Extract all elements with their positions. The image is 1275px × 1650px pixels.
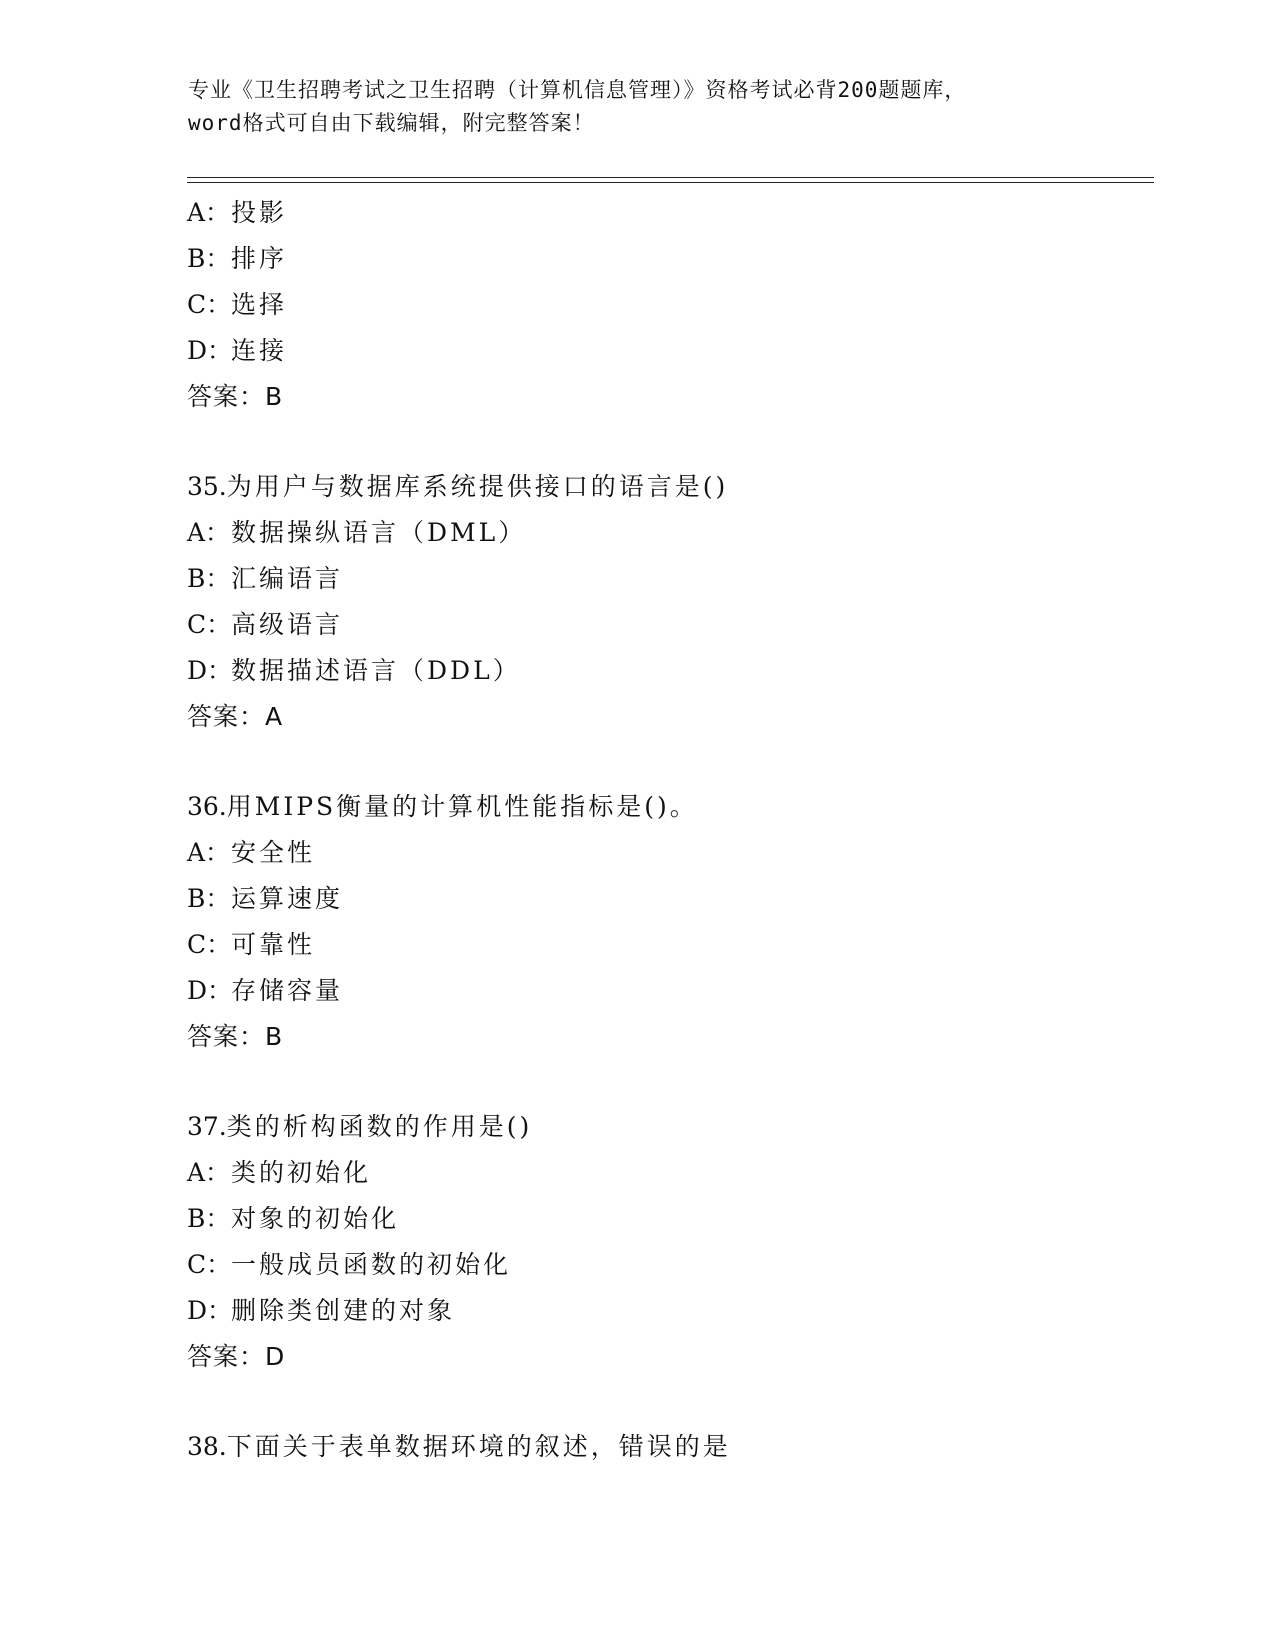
option-a [187, 190, 1147, 236]
header-divider-top [187, 177, 1154, 178]
header-divider-bottom [187, 182, 1154, 183]
question-stem [187, 1424, 1147, 1470]
option-text: 数据操纵语言（DML） [231, 518, 527, 547]
question-text: 为用户与数据库系统提供接口的语言是() [226, 472, 729, 501]
spacer [187, 740, 1147, 784]
option-label: C： [187, 610, 232, 639]
option-label: B： [187, 1204, 231, 1233]
question-number: 38. [187, 1432, 227, 1461]
option-label: C： [187, 930, 232, 959]
option-text: 运算速度 [231, 884, 344, 913]
option-d [187, 648, 1147, 694]
option-label: A： [187, 838, 231, 867]
question-stem [187, 784, 1147, 830]
option-text: 安全性 [231, 838, 316, 867]
option-d [187, 968, 1147, 1014]
option-text: 投影 [231, 198, 288, 227]
option-label: C： [187, 290, 232, 319]
option-c [187, 1242, 1147, 1288]
question-content [187, 190, 1147, 1470]
question-36 [187, 784, 1147, 1060]
header-line-2: word格式可自由下载编辑，附完整答案！ [188, 111, 595, 135]
option-b [187, 1196, 1147, 1242]
option-b [187, 876, 1147, 922]
question-38 [187, 1424, 1147, 1470]
document-header [188, 74, 1088, 140]
option-a [187, 830, 1147, 876]
question-text: 用MIPS衡量的计算机性能指标是()。 [226, 792, 698, 821]
spacer [187, 420, 1147, 464]
question-text: 下面关于表单数据环境的叙述，错误的是 [226, 1432, 731, 1461]
option-text: 删除类创建的对象 [231, 1296, 456, 1325]
question-text: 类的析构函数的作用是() [226, 1112, 533, 1141]
question-number: 37. [187, 1112, 227, 1141]
answer-line: 答案：A [187, 702, 284, 731]
option-text: 对象的初始化 [231, 1204, 400, 1233]
option-text: 排序 [231, 244, 288, 273]
option-d [187, 328, 1147, 374]
question-35 [187, 464, 1147, 740]
option-d [187, 1288, 1147, 1334]
option-text: 数据描述语言（DDL） [231, 656, 521, 685]
option-label: D： [187, 656, 233, 685]
option-label: B： [187, 244, 231, 273]
question-number: 35. [187, 472, 227, 501]
option-label: C： [187, 1250, 232, 1279]
option-a [187, 1150, 1147, 1196]
option-text: 汇编语言 [231, 564, 344, 593]
option-label: A： [187, 518, 231, 547]
option-text: 可靠性 [231, 930, 316, 959]
question-37 [187, 1104, 1147, 1380]
option-label: B： [187, 884, 231, 913]
question-stem [187, 464, 1147, 510]
spacer [187, 1380, 1147, 1424]
answer-line: 答案：B [187, 1022, 284, 1051]
option-text: 选择 [231, 290, 288, 319]
question-stem [187, 1104, 1147, 1150]
option-label: A： [187, 1158, 231, 1187]
option-text: 连接 [231, 336, 288, 365]
option-label: D： [187, 976, 233, 1005]
option-b [187, 236, 1147, 282]
question-number: 36. [187, 792, 227, 821]
option-c [187, 922, 1147, 968]
option-label: D： [187, 1296, 233, 1325]
spacer [187, 1060, 1147, 1104]
answer-line: 答案：D [187, 1342, 286, 1371]
question-34 [187, 190, 1147, 420]
option-c [187, 282, 1147, 328]
answer-line: 答案：B [187, 382, 284, 411]
option-b [187, 556, 1147, 602]
option-label: A： [187, 198, 231, 227]
option-text: 类的初始化 [231, 1158, 372, 1187]
option-c [187, 602, 1147, 648]
option-text: 一般成员函数的初始化 [231, 1250, 512, 1279]
option-text: 存储容量 [231, 976, 344, 1005]
option-text: 高级语言 [231, 610, 344, 639]
option-label: D： [187, 336, 233, 365]
option-a [187, 510, 1147, 556]
option-label: B： [187, 564, 231, 593]
header-line-1: 专业《卫生招聘考试之卫生招聘（计算机信息管理）》资格考试必背200题题库， [188, 78, 967, 102]
